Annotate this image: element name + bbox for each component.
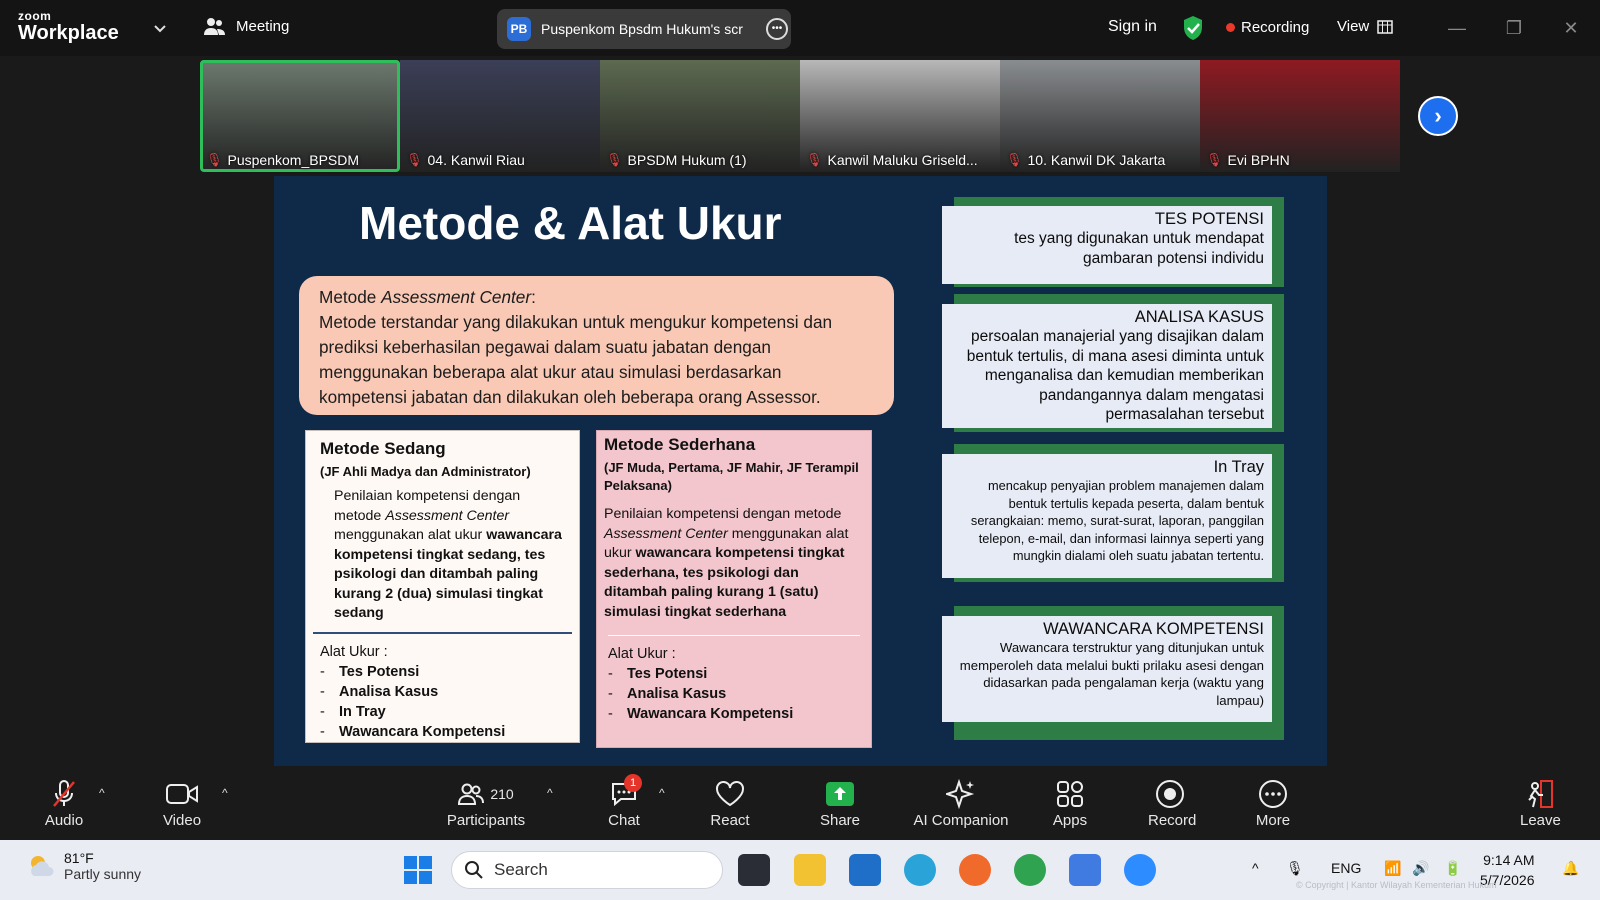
ai-companion-button[interactable]: [910, 778, 1012, 829]
ac-heading: [319, 285, 874, 310]
card-analisa-kasus: [942, 304, 1272, 428]
participant-name-text: Evi BPHN: [1227, 152, 1290, 168]
sederhana-alat-list: [608, 664, 864, 724]
sedang-alat-label: Alat Ukur :: [320, 643, 388, 660]
file-explorer-icon[interactable]: [794, 854, 826, 886]
alat-ukur-item: - Wawancara Kompetensi: [320, 722, 565, 742]
muted-microphone-icon: 🎙: [806, 152, 823, 167]
sedang-alat-list: [320, 662, 565, 742]
card-body: persoalan manajerial yang disajikan dalam bentuk tertulis, di mana asesi diminta untuk menganalisa dan kemudian memberikan pandangannya dalam mengatasi permasalahan tersebut: [966, 328, 1264, 423]
zoom-app-icon[interactable]: [1124, 854, 1156, 886]
share-label: Share: [819, 812, 861, 829]
participant-name: [606, 152, 747, 168]
card-title: ANALISA KASUS: [1134, 308, 1264, 326]
search-icon: [464, 860, 484, 880]
battery-icon[interactable]: 🔋: [1444, 860, 1462, 876]
participant-name-text: Kanwil Maluku Griseld...: [827, 152, 978, 168]
recording-indicator[interactable]: [1226, 19, 1309, 36]
sedang-body-2: menggunakan alat ukur: [334, 527, 487, 543]
react-button[interactable]: [708, 778, 752, 829]
participant-tile[interactable]: [800, 60, 1000, 172]
participant-name: [1206, 152, 1290, 168]
sederhana-alat-label: Alat Ukur :: [608, 646, 676, 662]
card-body: tes yang digunakan untuk mendapat gambaran potensi individu: [1014, 230, 1264, 267]
sedang-body-1: Penilaian kompetensi dengan metode: [334, 488, 521, 524]
notification-icon[interactable]: 🔔: [1562, 860, 1580, 876]
watermark-copyright: © Copyright | Kantor Wilayah Kementerian Hukum: [1296, 880, 1497, 890]
slide-title: Metode & Alat Ukur: [359, 197, 782, 249]
sederhana-heading: Metode Sederhana: [604, 435, 756, 454]
apps-icon: [1056, 780, 1084, 808]
sederhana-body-italic: Assessment Center: [604, 525, 728, 542]
card-tes-potensi: [942, 206, 1272, 284]
leave-label: Leave: [1520, 812, 1561, 829]
alat-ukur-item: - Tes Potensi: [320, 662, 565, 682]
more-icon: [1258, 779, 1288, 809]
wifi-icon[interactable]: 📶: [1384, 860, 1402, 876]
meeting-label: Meeting: [236, 17, 290, 35]
video-options-chevron-icon[interactable]: ^: [222, 786, 228, 800]
sederhana-body-1: Penilaian kompetensi dengan metode: [604, 506, 842, 522]
leave-button[interactable]: [1520, 778, 1560, 829]
ai-companion-label: AI Companion: [913, 812, 1009, 829]
participant-strip: [200, 60, 1400, 172]
react-label: React: [710, 812, 750, 829]
more-label: More: [1255, 812, 1291, 829]
ac-heading-prefix: Metode: [319, 287, 382, 307]
show-hidden-icons-chevron-icon[interactable]: ^: [1252, 860, 1259, 876]
language-indicator[interactable]: ENG: [1331, 860, 1362, 876]
alat-ukur-item: - Analisa Kasus: [608, 684, 864, 704]
windows-taskbar: [0, 840, 1600, 900]
record-label: Record: [1148, 812, 1197, 829]
alat-ukur-item: - In Tray: [320, 702, 565, 722]
divider: [313, 632, 572, 634]
participant-name-text: Puspenkom_BPSDM: [227, 152, 360, 168]
share-screen-icon: [825, 781, 855, 807]
view-menu[interactable]: [1337, 18, 1393, 35]
participant-name-text: 10. Kanwil DK Jakarta: [1027, 152, 1166, 168]
brand-big: Workplace: [18, 22, 119, 44]
participants-icon: [458, 782, 484, 806]
screen-share-indicator[interactable]: [497, 9, 791, 49]
sign-in-link[interactable]: Sign in: [1108, 18, 1157, 35]
participants-button[interactable]: [443, 778, 529, 829]
chevron-down-icon[interactable]: [150, 18, 170, 38]
people-icon: [204, 16, 226, 36]
card-in-tray: [942, 454, 1272, 578]
card-body: Wawancara terstruktur yang ditunjukan untuk memperoleh data melalui bukti prilaku asesi dengan didasarkan pada pengalaman kerja (waktu yang lampau): [959, 640, 1264, 708]
brand-small: zoom: [18, 9, 52, 23]
sedang-subheading: (JF Ahli Madya dan Administrator): [320, 464, 531, 479]
participant-tile[interactable]: [600, 60, 800, 172]
metode-sederhana-panel: [596, 430, 872, 748]
chevron-right-icon: ›: [1434, 103, 1442, 128]
shield-check-icon[interactable]: [1182, 15, 1204, 41]
clock-date: 5/7/2026: [1480, 872, 1535, 888]
recording-label: Recording: [1241, 19, 1310, 36]
participant-name-text: 04. Kanwil Riau: [427, 152, 525, 168]
weather-temp: 81°F: [64, 850, 94, 866]
ac-heading-italic: Assessment Center: [381, 287, 532, 307]
chrome-icon[interactable]: [1014, 854, 1046, 886]
microphone-muted-icon: [50, 779, 78, 809]
participant-tile[interactable]: [400, 60, 600, 172]
firefox-icon[interactable]: [959, 854, 991, 886]
divider: [608, 635, 860, 636]
weather-widget[interactable]: [26, 850, 141, 882]
sederhana-body-bold: wawancara kompetensi tingkat sederhana, tes psikologi dan ditambah paling kurang 1 (satu) simulasi tingkat sederhana: [604, 545, 845, 620]
muted-microphone-icon: 🎙: [206, 152, 223, 167]
leave-icon: [1525, 779, 1555, 809]
more-options-icon[interactable]: •••: [766, 18, 788, 40]
assessment-center-definition: [299, 276, 894, 415]
muted-microphone-icon: 🎙: [406, 152, 423, 167]
chat-button[interactable]: [604, 778, 644, 829]
next-page-button[interactable]: [1418, 96, 1458, 136]
record-icon: [1155, 779, 1185, 809]
participant-name: [206, 152, 359, 168]
participant-tile[interactable]: [200, 60, 400, 172]
notepad-icon[interactable]: [1069, 854, 1101, 886]
title-bar: [0, 0, 1600, 56]
participants-count: 210: [490, 786, 514, 802]
volume-icon[interactable]: 🔊: [1412, 860, 1430, 876]
sedang-body-italic: Assessment Center: [385, 507, 510, 524]
alat-ukur-item: - Wawancara Kompetensi: [608, 704, 864, 724]
video-button[interactable]: [160, 778, 204, 829]
view-label: View: [1337, 18, 1370, 35]
more-button[interactable]: [1253, 778, 1293, 829]
muted-microphone-icon: 🎙: [606, 152, 623, 167]
sharer-avatar: PB: [507, 17, 531, 41]
card-title: In Tray: [1213, 458, 1264, 476]
participant-name: [1006, 152, 1165, 168]
participants-options-chevron-icon[interactable]: ^: [547, 786, 553, 800]
sedang-heading: Metode Sedang: [320, 439, 446, 458]
edge-icon[interactable]: [904, 854, 936, 886]
audio-options-chevron-icon[interactable]: ^: [99, 786, 105, 800]
restore-icon[interactable]: ❐: [1505, 18, 1523, 38]
participant-name: [806, 152, 978, 168]
muted-microphone-icon: 🎙: [1206, 152, 1223, 167]
search-placeholder: Search: [494, 860, 548, 879]
microphone-tray-icon[interactable]: 🎙: [1286, 860, 1304, 876]
video-label: Video: [162, 812, 202, 829]
sparkle-icon: [946, 779, 976, 809]
card-body: mencakup penyajian problem manajemen dalam bentuk tertulis kepada peserta, dalam bentuk serangkaian: memo, surat-surat, laporan, panggilan telepon, e-mail, dan informasi lainnya seperti yang mungkin dialami oleh suatu jabatan tertentu.: [970, 478, 1264, 563]
apps-button[interactable]: [1050, 778, 1090, 829]
heart-icon: [715, 781, 745, 807]
card-title: WAWANCARA KOMPETENSI: [1043, 620, 1264, 638]
alat-ukur-item: - Tes Potensi: [608, 664, 864, 684]
share-button[interactable]: [818, 778, 862, 829]
video-camera-icon: [166, 783, 198, 805]
taskbar-search[interactable]: [451, 851, 723, 889]
chat-label: Chat: [608, 812, 640, 829]
outlook-icon[interactable]: [849, 854, 881, 886]
record-button[interactable]: [1148, 778, 1197, 829]
metode-sedang-panel: [305, 430, 580, 743]
close-icon[interactable]: ✕: [1563, 18, 1579, 38]
partly-sunny-icon: [26, 852, 56, 880]
participant-name-text: BPSDM Hukum (1): [627, 152, 747, 168]
audio-label: Audio: [44, 812, 84, 829]
chat-unread-badge: 1: [624, 774, 642, 792]
sederhana-body-2: menggunakan alat ukur: [604, 525, 849, 561]
task-view-icon[interactable]: [738, 854, 770, 886]
clock-time: 9:14 AM: [1483, 852, 1535, 868]
sederhana-subheading: (JF Muda, Pertama, JF Mahir, JF Terampil Pelaksana): [604, 460, 859, 493]
muted-microphone-icon: 🎙: [1006, 152, 1023, 167]
participants-label: Participants: [446, 812, 526, 829]
minimize-icon[interactable]: —: [1448, 18, 1466, 38]
ac-heading-suffix: :: [531, 287, 536, 307]
apps-label: Apps: [1052, 812, 1088, 829]
weather-desc: Partly sunny: [64, 866, 142, 882]
ac-body: Metode terstandar yang dilakukan untuk mengukur kompetensi dan prediksi keberhasilan pegawai dalam suatu jabatan dengan menggunakan beberapa alat ukur atau simulasi berdasarkan kompetensi jabatan dan dilakukan oleh beberapa orang Assessor.: [319, 312, 833, 407]
sederhana-body: [604, 505, 864, 622]
sedang-body-bold: wawancara kompetensi tingkat sedang, tes psikologi dan ditambah paling kurang 2 (dua) simulasi tingkat sedang: [334, 527, 562, 621]
participant-name: [406, 152, 525, 168]
participant-tile[interactable]: [1000, 60, 1200, 172]
alat-ukur-item: - Analisa Kasus: [320, 682, 565, 702]
audio-button[interactable]: [44, 778, 84, 829]
card-wawancara-kompetensi: [942, 616, 1272, 722]
share-title: Puspenkom Bpsdm Hukum's scr: [541, 21, 743, 37]
sedang-body: [334, 487, 565, 624]
meeting-menu[interactable]: [204, 16, 289, 36]
chat-options-chevron-icon[interactable]: ^: [659, 786, 665, 800]
recording-dot-icon: [1226, 23, 1235, 32]
card-title: TES POTENSI: [1154, 210, 1264, 228]
grid-view-icon: [1377, 20, 1393, 34]
meeting-toolbar: [0, 766, 1600, 840]
windows-start-icon[interactable]: [403, 855, 433, 885]
zoom-workplace-logo: [18, 10, 119, 43]
participant-tile[interactable]: [1200, 60, 1400, 172]
shared-slide: [274, 176, 1327, 766]
